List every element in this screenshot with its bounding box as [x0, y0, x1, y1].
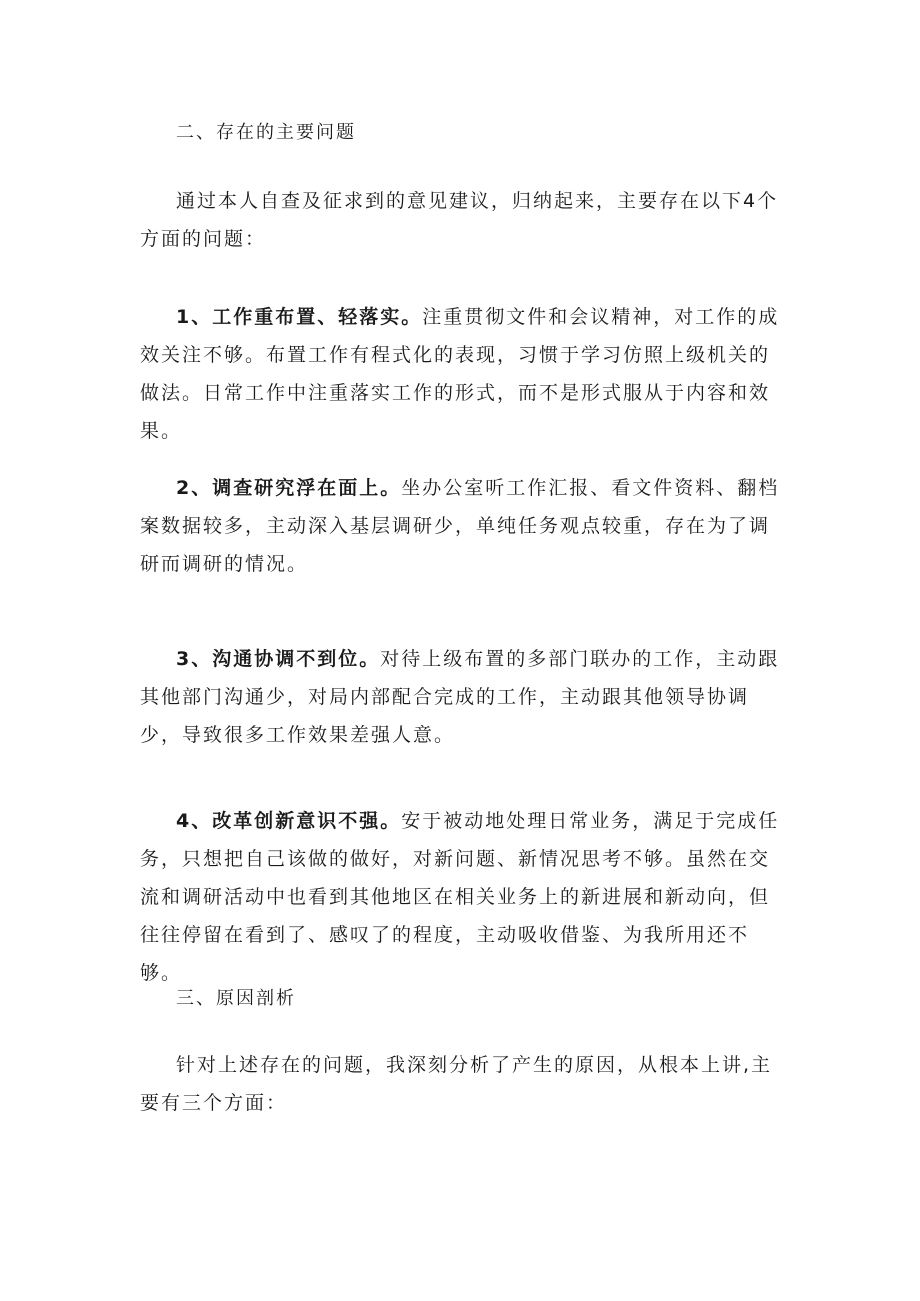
section-heading-causes: 三、原因剖析	[176, 988, 296, 1009]
problem-item-3-lead: 3、沟通协调不到位。	[176, 648, 381, 670]
section-heading-problems: 二、存在的主要问题	[176, 122, 356, 143]
problem-item-4-lead: 4、改革创新意识不强。	[176, 810, 402, 832]
problem-item-1-body: 注重贯彻文件和会议精神，对工作的成效关注不够。布置工作有程式化的表现，习惯于学习仿照上级机关的做法。日常工作中注重落实工作的形式，而不是形式服从于内容和效果。	[140, 306, 780, 442]
problem-item-1-lead: 1、工作重布置、轻落实。	[176, 306, 423, 328]
problem-item-2	[140, 469, 785, 583]
problem-item-2-lead: 2、调查研究浮在面上。	[176, 477, 402, 499]
problem-item-4-body: 安于被动地处理日常业务，满足于完成任务，只想把自己该做的做好，对新问题、新情况思考不够。虽然在交流和调研活动中也看到其他地区在相关业务上的新进展和新动向，但往往停留在看到了、感叹了的程度，主动吸收借鉴、为我所用还不够。	[140, 810, 780, 984]
problems-intro-paragraph: 通过本人自查及征求到的意见建议，归纳起来，主要存在以下4个方面的问题：	[140, 190, 779, 250]
problem-item-3-body: 对待上级布置的多部门联办的工作，主动跟其他部门沟通少，对局内部配合完成的工作，主动跟其他领导协调少，导致很多工作效果差强人意。	[140, 648, 780, 746]
causes-intro-paragraph: 针对上述存在的问题，我深刻分析了产生的原因，从根本上讲,主要有三个方面：	[140, 1054, 773, 1114]
problem-item-2-body: 坐办公室听工作汇报、看文件资料、翻档案数据较多，主动深入基层调研少，单纯任务观点较重，存在为了调研而调研的情况。	[140, 477, 780, 575]
problem-item-3	[140, 640, 785, 754]
problem-item-4	[140, 802, 785, 992]
problem-item-1	[140, 298, 785, 450]
